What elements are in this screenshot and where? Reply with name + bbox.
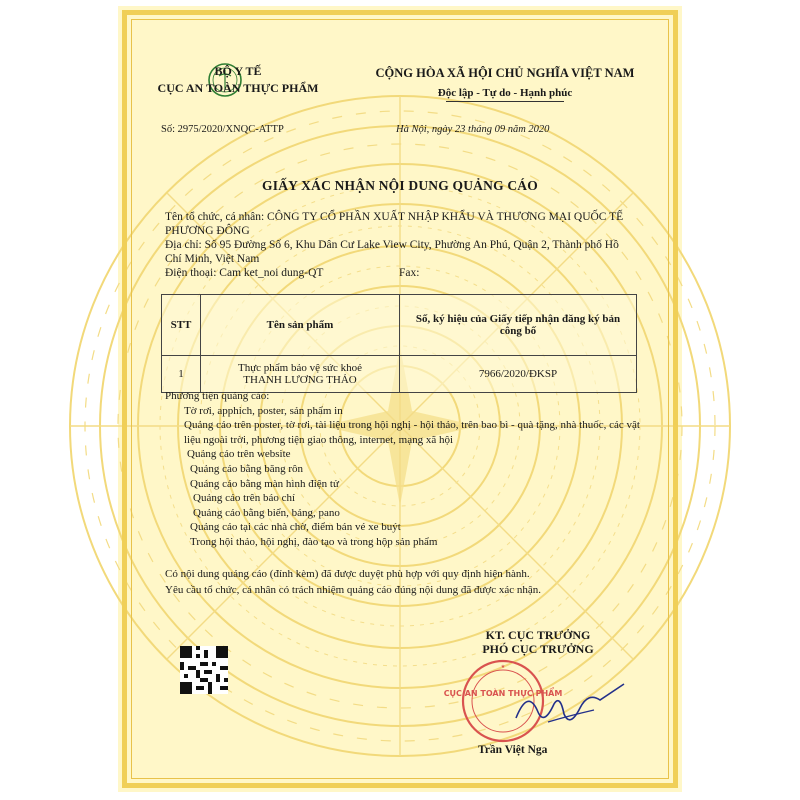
table-cell-product bbox=[201, 356, 400, 393]
applicant-phone: Điện thoại: Cam ket_noi dung-QT bbox=[165, 267, 324, 279]
signatory-name: Trần Việt Nga bbox=[478, 744, 548, 756]
svg-text:★: ★ bbox=[500, 664, 506, 670]
list-item: Quảng cáo tại các nhà chờ, điểm bán vé xe buýt bbox=[190, 521, 401, 534]
signatory-title bbox=[448, 628, 628, 656]
signatory-role: PHÓ CỤC TRƯỞNG bbox=[482, 642, 594, 656]
confirmation-line: Yêu cầu tổ chức, cá nhân có trách nhiệm quảng cáo đúng nội dung đã được xác nhận. bbox=[165, 584, 542, 596]
list-item: Quảng cáo trên poster, tờ rơi, tài liệu trong hội nghị - hội thảo, trên bao bì - quà tặng, nhà thuốc, các vật liệu ngoài trời, phương tiện giao thông, internet, mạng xã hội bbox=[184, 419, 640, 446]
table-cell-stt: 1 bbox=[162, 356, 201, 393]
issuer-block bbox=[118, 64, 358, 96]
media-label: Phương tiện quảng cáo: bbox=[165, 390, 270, 402]
applicant-address: Địa chỉ: Số 95 Đường Số 6, Khu Dân Cư Lake View City, Phường An Phú, Quận 2, Thành phố Hồ Chí Minh, Việt Nam bbox=[165, 239, 619, 265]
signatory-role: KT. CỤC TRƯỞNG bbox=[485, 628, 591, 642]
product-name: THANH LƯƠNG THẢO bbox=[243, 374, 357, 386]
nation-block bbox=[328, 66, 682, 102]
list-item: Trong hội thảo, hội nghị, đào tạo và trong hộp sản phẩm bbox=[190, 535, 438, 548]
applicant-info bbox=[165, 210, 635, 280]
document-title: GIẤY XÁC NHẬN NỘI DUNG QUẢNG CÁO bbox=[262, 178, 538, 193]
nation-name: CỘNG HÒA XÃ HỘI CHỦ NGHĨA VIỆT NAM bbox=[375, 66, 635, 80]
advertising-media bbox=[165, 389, 645, 550]
list-item: Quảng cáo bằng biển, bảng, pano bbox=[193, 506, 340, 519]
table-header: STT bbox=[162, 295, 201, 356]
table-header: Số, ký hiệu của Giấy tiếp nhận đăng ký bản công bố bbox=[400, 295, 637, 356]
seal-text: CỤC AN TOÀN THỰC PHẨM bbox=[443, 689, 563, 698]
list-item: Quảng cáo bằng màn hình điện tử bbox=[190, 477, 339, 490]
list-item: Quảng cáo trên báo chí bbox=[193, 492, 296, 505]
handwritten-signature-icon bbox=[508, 678, 628, 738]
certificate-page bbox=[118, 6, 682, 792]
table-row bbox=[162, 356, 637, 393]
qr-code-icon bbox=[180, 646, 228, 694]
table-header-row bbox=[162, 295, 637, 356]
confirmation-line: Có nội dung quảng cáo (đính kèm) đã được duyệt phù hợp với quy định hiện hành. bbox=[165, 568, 530, 580]
list-item: Quảng cáo trên website bbox=[187, 448, 291, 461]
department-name: CỤC AN TOÀN THỰC PHẨM bbox=[157, 81, 319, 95]
confirmation-text bbox=[165, 566, 645, 598]
table-header: Tên sản phẩm bbox=[201, 295, 400, 356]
motto-underline bbox=[446, 101, 564, 102]
ministry-name: BỘ Y TẾ bbox=[214, 64, 262, 78]
product-category: Thực phẩm bảo vệ sức khoẻ bbox=[237, 362, 363, 374]
place-date: Hà Nội, ngày 23 tháng 09 năm 2020 bbox=[396, 124, 550, 135]
national-motto: Độc lập - Tự do - Hạnh phúc bbox=[437, 87, 573, 99]
list-item: Tờ rơi, apphich, poster, sản phẩm in bbox=[184, 404, 343, 417]
applicant-fax: Fax: bbox=[398, 267, 420, 279]
applicant-contact bbox=[165, 266, 635, 280]
table-cell-reg-no: 7966/2020/ĐKSP bbox=[400, 356, 637, 393]
list-item: Quảng cáo bằng băng rôn bbox=[190, 462, 304, 475]
document-number: Số: 2975/2020/XNQC-ATTP bbox=[161, 124, 284, 135]
product-table bbox=[161, 294, 637, 393]
applicant-org: Tên tổ chức, cá nhân: CÔNG TY CỔ PHẦN XUẤT NHẬP KHẨU VÀ THƯƠNG MẠI QUỐC TẾ PHƯƠNG ĐÔNG bbox=[165, 211, 624, 237]
